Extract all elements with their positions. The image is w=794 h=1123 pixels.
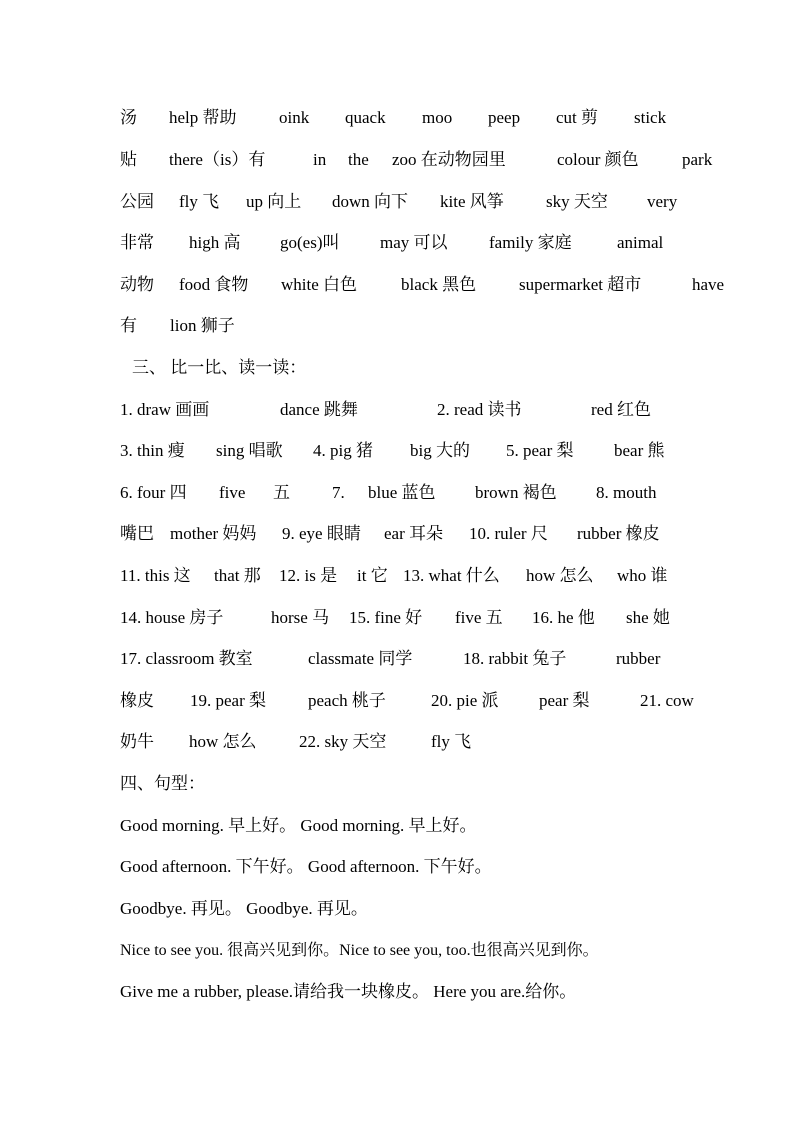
compare-item: rubber bbox=[616, 649, 661, 668]
vocab-word: sky 天空 bbox=[546, 192, 608, 211]
vocab-word: in bbox=[313, 150, 327, 169]
compare-item: sing 唱歌 bbox=[216, 441, 283, 460]
compare-item: 嘴巴 bbox=[120, 524, 154, 543]
compare-item: 9. eye 眼睛 bbox=[282, 524, 361, 543]
compare-item: rubber 橡皮 bbox=[577, 524, 660, 543]
compare-item: big 大的 bbox=[410, 441, 470, 460]
compare-item: 14. house 房子 bbox=[120, 608, 224, 627]
compare-item: 1. draw 画画 bbox=[120, 400, 210, 419]
vocab-word: help 帮助 bbox=[169, 108, 237, 127]
compare-item: 21. cow bbox=[640, 691, 694, 710]
compare-item: 16. he 他 bbox=[532, 608, 595, 627]
vocab-word: food 食物 bbox=[179, 275, 249, 294]
compare-item: 20. pie 派 bbox=[431, 691, 499, 710]
vocab-word: down 向下 bbox=[332, 192, 409, 211]
compare-item: horse 马 bbox=[271, 608, 330, 627]
compare-item: five 五 bbox=[455, 608, 503, 627]
compare-item: blue 蓝色 bbox=[368, 483, 436, 502]
vocab-word: peep bbox=[488, 108, 521, 127]
vocab-word: 公园 bbox=[120, 192, 154, 211]
vocab-word: park bbox=[682, 150, 713, 169]
sentence: Nice to see you. 很高兴见到你。Nice to see you, too.也很高兴见到你。 bbox=[120, 942, 599, 959]
compare-item: 8. mouth bbox=[596, 483, 657, 502]
compare-item: 10. ruler 尺 bbox=[469, 524, 548, 543]
compare-item: who 谁 bbox=[617, 566, 668, 585]
compare-item: 3. thin 瘦 bbox=[120, 441, 185, 460]
compare-item: 17. classroom 教室 bbox=[120, 649, 253, 668]
vocab-word: up 向上 bbox=[246, 192, 302, 211]
compare-item: she 她 bbox=[626, 608, 670, 627]
vocab-word: white 白色 bbox=[281, 275, 358, 294]
compare-item: ear 耳朵 bbox=[384, 524, 444, 543]
vocab-word: go(es)叫 bbox=[280, 233, 340, 252]
vocab-word: cut 剪 bbox=[556, 108, 599, 127]
compare-item: 五 bbox=[273, 483, 290, 502]
vocab-word: 动物 bbox=[120, 275, 154, 294]
vocab-word: the bbox=[348, 150, 369, 169]
compare-item: 18. rabbit 兔子 bbox=[463, 649, 567, 668]
vocab-word: may 可以 bbox=[380, 233, 448, 252]
compare-item: mother 妈妈 bbox=[170, 524, 257, 543]
section-title: 四、句型： bbox=[120, 774, 205, 793]
compare-item: 15. fine 好 bbox=[349, 608, 423, 627]
section-title: 三、 比一比、读一读： bbox=[132, 358, 307, 377]
vocab-word: animal bbox=[617, 233, 664, 252]
compare-item: it 它 bbox=[357, 566, 388, 585]
compare-item: dance 跳舞 bbox=[280, 400, 358, 419]
vocab-word: quack bbox=[345, 108, 386, 127]
compare-item: 5. pear 梨 bbox=[506, 441, 574, 460]
sentence: Give me a rubber, please.请给我一块橡皮。 Here you are.给你。 bbox=[120, 982, 577, 1001]
compare-item: classmate 同学 bbox=[308, 649, 413, 668]
vocab-word: stick bbox=[634, 108, 667, 127]
vocab-word: 非常 bbox=[120, 233, 154, 252]
vocab-word: black 黑色 bbox=[401, 275, 477, 294]
compare-item: 22. sky 天空 bbox=[299, 732, 387, 751]
vocab-word: 汤 bbox=[120, 108, 137, 127]
sentence: Good morning. 早上好。 Good morning. 早上好。 bbox=[120, 816, 477, 835]
compare-item: bear 熊 bbox=[614, 441, 665, 460]
compare-item: peach 桃子 bbox=[308, 691, 386, 710]
compare-item: red 红色 bbox=[591, 400, 651, 419]
vocab-word: oink bbox=[279, 108, 310, 127]
compare-item: brown 褐色 bbox=[475, 483, 557, 502]
compare-item: five bbox=[219, 483, 246, 502]
compare-item: 19. pear 梨 bbox=[190, 691, 267, 710]
vocab-word: colour 颜色 bbox=[557, 150, 639, 169]
compare-item: 4. pig 猪 bbox=[313, 441, 373, 460]
vocab-word: there（is）有 bbox=[169, 150, 266, 169]
compare-item: 橡皮 bbox=[120, 691, 154, 710]
compare-item: 奶牛 bbox=[120, 732, 154, 751]
vocab-word: 贴 bbox=[120, 150, 137, 169]
compare-item: 12. is 是 bbox=[279, 566, 338, 585]
vocab-word: 有 bbox=[120, 316, 137, 335]
vocab-word: lion 狮子 bbox=[170, 316, 235, 335]
compare-item: 13. what 什么 bbox=[403, 566, 500, 585]
sentence: Good afternoon. 下午好。 Good afternoon. 下午好。 bbox=[120, 857, 492, 876]
vocab-word: moo bbox=[422, 108, 453, 127]
compare-item: fly 飞 bbox=[431, 732, 472, 751]
vocab-word: high 高 bbox=[189, 233, 241, 252]
vocab-word: fly 飞 bbox=[179, 192, 220, 211]
compare-item: 2. read 读书 bbox=[437, 400, 522, 419]
compare-item: 11. this 这 bbox=[120, 566, 191, 585]
vocab-word: very bbox=[647, 192, 678, 211]
compare-item: pear 梨 bbox=[539, 691, 590, 710]
compare-item: 7. bbox=[332, 483, 345, 502]
compare-item: how 怎么 bbox=[526, 566, 594, 585]
vocab-word: supermarket 超市 bbox=[519, 275, 642, 294]
vocab-word: family 家庭 bbox=[489, 233, 572, 252]
sentence: Goodbye. 再见。 Goodbye. 再见。 bbox=[120, 899, 368, 918]
compare-item: 6. four 四 bbox=[120, 483, 187, 502]
compare-item: how 怎么 bbox=[189, 732, 257, 751]
vocab-word: have bbox=[692, 275, 725, 294]
compare-item: that 那 bbox=[214, 566, 261, 585]
vocab-word: zoo 在动物园里 bbox=[392, 150, 506, 169]
vocab-word: kite 风筝 bbox=[440, 192, 504, 211]
